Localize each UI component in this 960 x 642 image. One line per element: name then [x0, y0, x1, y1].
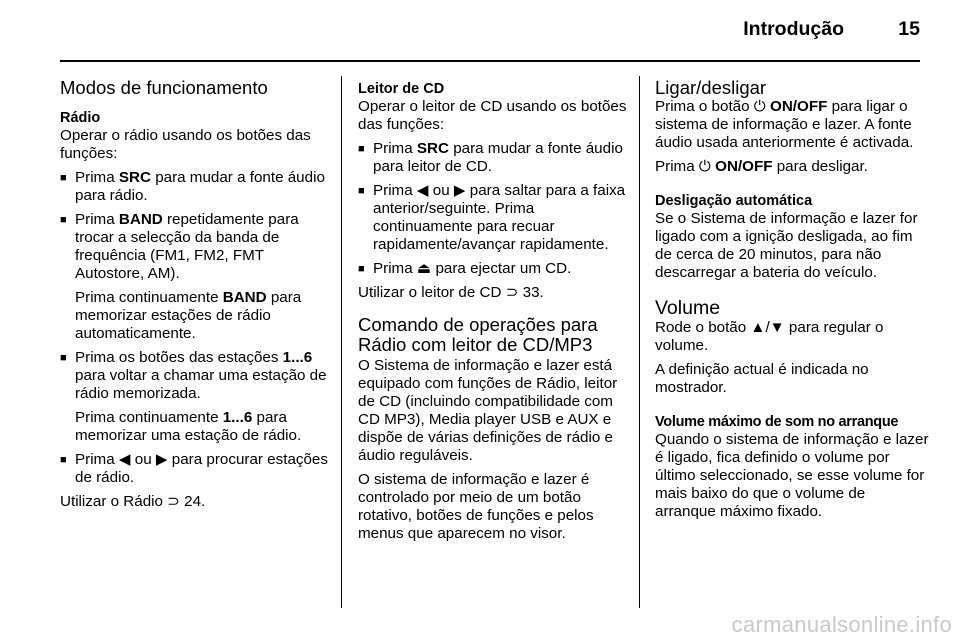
bullet-icon: ■ [60, 214, 67, 226]
section-heading-modos: Modos de funcionamento [60, 77, 268, 98]
ligar-paragraph-2: Prima ⏻ ON/OFF para desligar. [655, 158, 868, 175]
bullet-icon: ■ [60, 454, 67, 466]
bullet-icon: ■ [358, 143, 365, 155]
column-1 [60, 78, 332, 517]
key-label: BAND [118, 211, 163, 228]
section-heading-ligar: Ligar/desligar [655, 77, 767, 98]
desligacao-paragraph: Se o Sistema de informação e lazer for ligado com a ignição desligada, ao fim de cerca de 20 minutos, para não descarregar a bateria do veículo. [655, 210, 918, 281]
watermark: carmanualsonline.info [731, 612, 952, 637]
column-divider-1 [341, 76, 342, 608]
cd-cross-reference[interactable]: Utilizar o leitor de CD ⊃ 33. [358, 284, 544, 301]
page-header-title: Introdução [743, 18, 844, 40]
comando-paragraph-2: O sistema de informação e lazer é controlado por meio de um botão rotativo, botões de funções e pelos menus que aparecem no visor. [358, 471, 594, 542]
ligar-paragraph-1: Prima o botão ⏻ ON/OFF para ligar o sistema de informação e lazer. A fonte áudio usada anteriormente é activada. [655, 98, 914, 151]
subheading-volume-maximo: Volume máximo de som no arranque [655, 414, 899, 430]
key-label: 1...6 [222, 409, 253, 426]
radio-cross-reference[interactable]: Utilizar o Rádio ⊃ 24. [60, 493, 206, 510]
subheading-radio: Rádio [60, 110, 101, 126]
page-number: 15 [898, 18, 920, 40]
list-subparagraph: Prima continuamente BAND para memorizar estações de rádio automaticamente. [75, 289, 302, 342]
volume-paragraph-1: Rode o botão ▲/▼ para regular o volume. [655, 319, 884, 354]
comando-paragraph-1: O Sistema de informação e lazer está equipado com funções de Rádio, leitor de CD (incluindo compatibilidade com CD MP3), Media player USB e AUX e dispõe de várias definições de rádio e áudio reguláveis. [358, 357, 618, 464]
volume-paragraph-2: A definição actual é indicada no mostrador. [655, 361, 869, 396]
list-item: ■ Prima ⏏ para ejectar um CD. [358, 260, 572, 277]
subheading-leitor-cd: Leitor de CD [358, 81, 445, 97]
bullet-icon: ■ [358, 263, 365, 275]
section-heading-comando: Comando de operações para Rádio com leitor de CD/MP3 [358, 314, 598, 355]
list-item: ■ Prima BAND repetidamente para trocar a selecção da banda de frequência (FM1, FM2, FMT Autostore, AM). [60, 211, 299, 282]
list-item: ■ Prima SRC para mudar a fonte áudio para leitor de CD. [358, 140, 623, 175]
volume-paragraph-3: Quando o sistema de informação e lazer é ligado, fica definido o volume por último seleccionado, se esse volume for mais baixo do que o volume de arranque máximo fixado. [655, 431, 929, 520]
section-heading-volume: Volume [655, 297, 721, 319]
key-label: ON/OFF [770, 98, 828, 115]
column-divider-2 [639, 76, 640, 608]
key-label: BAND [222, 289, 267, 306]
list-subparagraph: Prima continuamente 1...6 para memorizar uma estação de rádio. [75, 409, 302, 444]
cd-intro: Operar o leitor de CD usando os botões das funções: [358, 98, 627, 133]
key-label: SRC [118, 169, 151, 186]
list-item: ■ Prima os botões das estações 1...6 para voltar a chamar uma estação de rádio memorizada. [60, 349, 327, 402]
header-rule [60, 60, 920, 62]
column-3 [655, 78, 929, 527]
bullet-icon: ■ [60, 172, 67, 184]
list-item: ■ Prima ◀ ou ▶ para procurar estações de rádio. [60, 451, 328, 486]
key-label: ON/OFF [715, 158, 773, 175]
radio-intro: Operar o rádio usando os botões das funções: [60, 127, 311, 162]
list-item: ■ Prima SRC para mudar a fonte áudio para rádio. [60, 169, 325, 204]
key-label: 1...6 [282, 349, 313, 366]
key-label: SRC [416, 140, 449, 157]
bullet-icon: ■ [358, 185, 365, 197]
subheading-desligacao: Desligação automática [655, 193, 813, 209]
bullet-icon: ■ [60, 352, 67, 364]
list-item: ■ Prima ◀ ou ▶ para saltar para a faixa anterior/seguinte. Prima continuamente para recuar rapidamente/avançar rapidamente. [358, 182, 626, 253]
column-2 [358, 80, 628, 549]
